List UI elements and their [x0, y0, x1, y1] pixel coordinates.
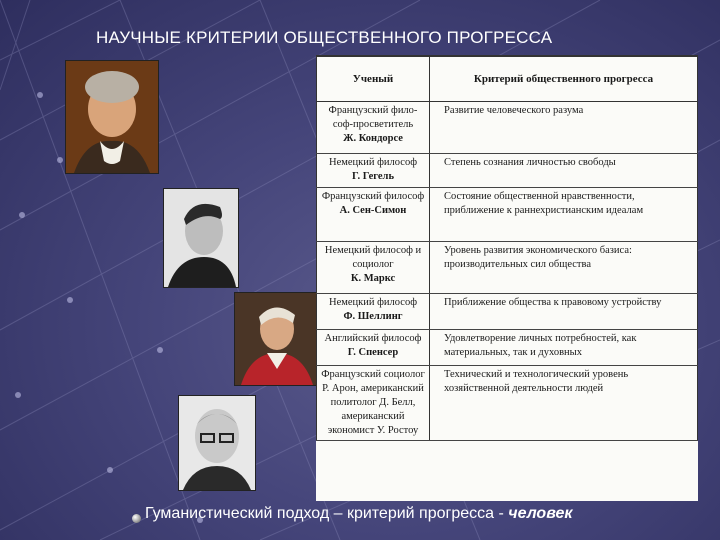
table-header-criterion: Критерий общественного прогресса — [430, 56, 698, 102]
table-row: Английский философ Г. Спенсер Удовлетворение личных потребностей, как материальных, так и духовных — [317, 330, 698, 366]
portrait-schelling — [234, 292, 318, 386]
footer-emphasis: человек — [508, 505, 573, 522]
portrait-saint-simon — [163, 188, 239, 288]
table-row: Немецкий философ и социолог К. Маркс Уровень развития экономического базиса: производительных сил общества — [317, 242, 698, 294]
table-row: Французский философ А. Сен-Симон Состояние общественной нравственности, приближение к раннехристианским идеалам — [317, 188, 698, 242]
footer-text: Гуманистический подход – критерий прогресса - — [145, 505, 509, 522]
table-row: Французский социолог Р. Арон, американский политолог Д. Белл, американский экономист У. Ростоу Технический и технологический уровень хозяйственной деятельности людей — [317, 366, 698, 441]
table-row: Французский фило-соф-просветитель Ж. Кондорсе Развитие человеческого разума — [317, 102, 698, 154]
bullet-icon — [132, 514, 141, 523]
criteria-table — [316, 55, 698, 501]
page-title: НАУЧНЫЕ КРИТЕРИИ ОБЩЕСТВЕННОГО ПРОГРЕССА — [96, 28, 553, 47]
table-row: Немецкий философ Ф. Шеллинг Приближение общества к правовому устройству — [317, 294, 698, 330]
table-row: Немецкий философ Г. Гегель Степень сознания личностью свободы — [317, 154, 698, 188]
portrait-aron — [178, 395, 256, 491]
footer-statement — [145, 505, 572, 523]
portrait-condorcet — [65, 60, 159, 174]
table-header-scientist: Ученый — [317, 56, 430, 102]
